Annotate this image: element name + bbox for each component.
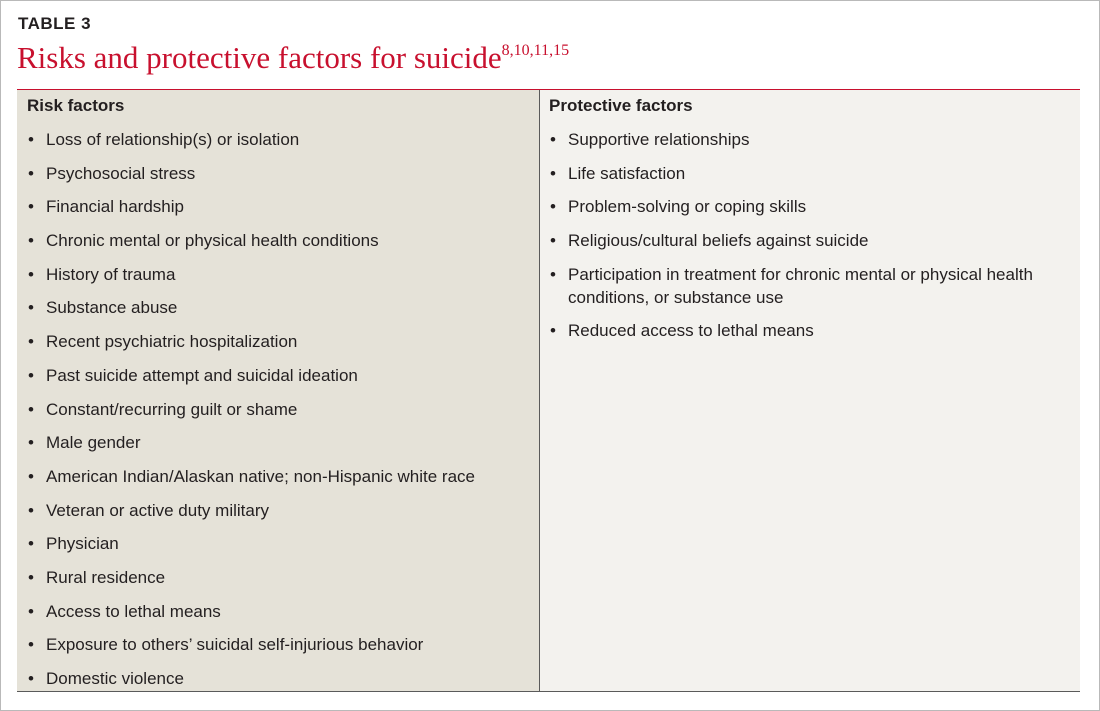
list-item — [27, 263, 529, 286]
list-item — [27, 162, 529, 185]
list-item — [549, 319, 1036, 342]
bullet-icon: • — [28, 534, 34, 554]
bullet-icon: • — [28, 567, 34, 587]
list-item-text: Physician — [46, 534, 119, 554]
list-item — [27, 128, 529, 151]
list-item-text: Psychosocial stress — [46, 163, 196, 183]
list-item — [549, 195, 1036, 218]
table-bottom-rule — [17, 691, 1080, 692]
list-item-text: Substance abuse — [46, 298, 178, 318]
bullet-icon: • — [28, 264, 34, 284]
protective-factors-list — [549, 128, 1036, 353]
list-item — [27, 195, 529, 218]
risk-factors-heading: Risk factors — [27, 96, 125, 115]
list-item — [27, 229, 529, 252]
bullet-icon: • — [28, 399, 34, 419]
list-item — [27, 465, 529, 488]
list-item-text: Life satisfaction — [568, 163, 686, 183]
title-text: Risks and protective factors for suicide — [17, 40, 502, 75]
list-item — [27, 364, 529, 387]
list-item-text: Participation in treatment for chronic mental or physical health conditions, or substance use — [568, 264, 1033, 307]
list-item-text: Reduced access to lethal means — [568, 321, 814, 341]
bullet-icon: • — [550, 321, 556, 341]
list-item-text: Male gender — [46, 433, 141, 453]
list-item — [27, 532, 529, 555]
list-item-text: Rural residence — [46, 567, 166, 587]
list-item — [27, 431, 529, 454]
bullet-icon: • — [550, 163, 556, 183]
bullet-icon: • — [28, 163, 34, 183]
bullet-icon: • — [28, 365, 34, 385]
table-label: TABLE 3 — [18, 14, 92, 33]
bullet-icon: • — [28, 601, 34, 621]
list-item-text: Domestic violence — [46, 669, 184, 688]
list-item — [27, 566, 529, 589]
bullet-icon: • — [28, 332, 34, 352]
list-item-text: Access to lethal means — [46, 601, 221, 621]
list-item-text: Loss of relationship(s) or isolation — [46, 130, 300, 149]
list-item — [549, 263, 1036, 309]
bullet-icon: • — [28, 433, 34, 453]
protective-factors-heading: Protective factors — [549, 96, 693, 115]
protective-factors-column — [540, 90, 1080, 691]
list-item-text: Problem-solving or coping skills — [568, 197, 807, 217]
list-item-text: Financial hardship — [46, 197, 184, 217]
bullet-icon: • — [28, 298, 34, 318]
bullet-icon: • — [28, 466, 34, 486]
risk-factors-list — [27, 128, 529, 701]
bullet-icon: • — [28, 231, 34, 251]
table-title — [17, 40, 569, 76]
list-item — [549, 229, 1036, 252]
list-item-text: Chronic mental or physical health conditions — [46, 231, 379, 251]
list-item-text: American Indian/Alaskan native; non-Hispanic white race — [46, 466, 476, 486]
bullet-icon: • — [550, 130, 556, 149]
list-item-text: Veteran or active duty military — [46, 500, 269, 520]
bullet-icon: • — [28, 130, 34, 149]
risk-factors-column — [17, 90, 540, 691]
bullet-icon: • — [550, 197, 556, 217]
list-item-text: History of trauma — [46, 264, 176, 284]
list-item — [549, 128, 1036, 151]
list-item-text: Constant/recurring guilt or shame — [46, 399, 298, 419]
list-item-text: Exposure to others’ suicidal self-injurious behavior — [46, 635, 424, 655]
list-item — [27, 633, 529, 656]
bullet-icon: • — [28, 635, 34, 655]
list-item — [27, 600, 529, 623]
list-item — [27, 667, 529, 690]
bullet-icon: • — [550, 264, 556, 284]
list-item — [549, 162, 1036, 185]
list-item — [27, 398, 529, 421]
bullet-icon: • — [550, 231, 556, 251]
list-item-text: Recent psychiatric hospitalization — [46, 332, 298, 352]
list-item-text: Religious/cultural beliefs against suicide — [568, 231, 869, 251]
list-item — [27, 296, 529, 319]
bullet-icon: • — [28, 669, 34, 688]
bullet-icon: • — [28, 197, 34, 217]
bullet-icon: • — [28, 500, 34, 520]
title-references: 8,10,11,15 — [501, 42, 570, 59]
list-item-text: Supportive relationships — [568, 130, 750, 149]
list-item — [27, 499, 529, 522]
list-item — [27, 330, 529, 353]
list-item-text: Past suicide attempt and suicidal ideation — [46, 365, 358, 385]
